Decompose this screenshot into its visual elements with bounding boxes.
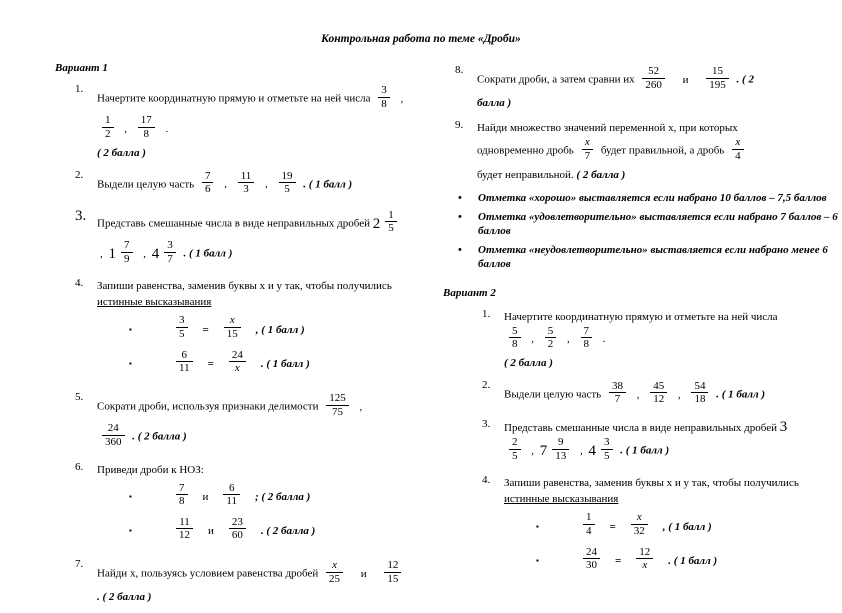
points-label: . ( 1 балл ): [668, 554, 718, 567]
points-label-continued: балла ): [477, 97, 512, 110]
points-label: ( 2 балла ): [504, 356, 553, 369]
fraction-denominator: 11: [179, 362, 190, 375]
question-number: 9.: [455, 119, 464, 132]
dot-bullet-icon: •: [458, 243, 462, 256]
v2-question-1: [443, 308, 840, 372]
question-line: [504, 326, 840, 354]
question-text: Запиши равенства, заменив буквы x и y так, чтобы получились: [97, 280, 392, 293]
question-text: Начертите координатную прямую и отметьте на ней числа: [97, 92, 371, 105]
question-text: Выдели целую часть: [97, 178, 195, 191]
fraction-denominator: 30: [586, 559, 597, 572]
question-text: Приведи дроби к НОЗ:: [97, 463, 204, 476]
question-number: 5.: [75, 390, 84, 403]
fraction-denominator: 9: [124, 252, 130, 265]
fraction: [583, 546, 600, 572]
fraction-denominator-x: x: [642, 559, 648, 572]
question-line: [97, 85, 423, 113]
grading-notes: [443, 191, 840, 271]
fraction-numerator: 52: [642, 65, 665, 79]
fraction-denominator: 15: [226, 328, 238, 341]
question-number: 8.: [455, 64, 464, 76]
question-text: Начертите координатную прямую и отметьте на ней числа: [504, 310, 778, 323]
fraction: [176, 516, 193, 542]
points-label: . ( 2: [736, 73, 754, 86]
points-label: . ( 2 балла ): [260, 524, 316, 537]
v1-question-9: [443, 119, 840, 183]
question-text: Представь смешанные числа в виде неправильных дробей: [504, 422, 777, 435]
fraction-denominator: 3: [243, 183, 249, 196]
fraction: [138, 114, 155, 140]
comma-separator: ,: [400, 92, 404, 105]
fraction-denominator: 12: [179, 529, 190, 542]
question-text: будет правильной, а дробь: [600, 144, 725, 157]
question-number: 4.: [75, 277, 84, 290]
v1-question-8: [443, 64, 840, 112]
mixed-number: [373, 210, 402, 238]
comma-separator: ,: [265, 178, 268, 191]
question-line: [97, 560, 423, 588]
comma-separator: ,: [580, 444, 586, 457]
mixed-whole: 3: [779, 419, 788, 436]
fraction: [121, 239, 133, 265]
fraction-denominator: 7: [584, 149, 591, 162]
fraction-denominator: 13: [555, 449, 567, 462]
fraction-denominator: 5: [284, 183, 290, 196]
points-label: ( 2 балла ): [576, 168, 626, 181]
page-title: Контрольная работа по теме «Дроби»: [321, 33, 521, 45]
grading-note: [458, 191, 840, 205]
equation-sub-item: [536, 547, 840, 575]
fraction-denominator: 7: [614, 393, 621, 406]
fraction-denominator: 8: [179, 495, 185, 508]
mixed-number: [540, 437, 575, 465]
question-number: 3.: [75, 207, 87, 224]
question-text: одновременно дробь: [477, 144, 574, 157]
points-label: . ( 1 балл ): [620, 444, 670, 457]
fraction-denominator: 260: [645, 78, 662, 91]
fraction: [509, 325, 521, 351]
fraction: [378, 84, 390, 110]
fraction-numerator: 6: [176, 349, 193, 363]
question-line: [477, 168, 840, 182]
fraction-denominator: 25: [329, 572, 341, 585]
fraction-numerator: 1: [385, 209, 397, 223]
square-bullet-icon: ▪: [536, 521, 539, 531]
fraction: [583, 511, 595, 537]
fraction-numerator-x: x: [326, 559, 343, 573]
grading-note: [458, 243, 840, 271]
question-line: [504, 437, 840, 465]
fraction-numerator: 3: [176, 314, 188, 328]
fraction-denominator: 5: [512, 449, 518, 462]
v2-question-3: [443, 418, 840, 467]
v1-question-6: [55, 461, 423, 552]
comma-separator: ,: [224, 178, 227, 191]
fraction-denominator: 32: [633, 525, 645, 538]
comma-separator: ,: [143, 247, 149, 260]
mixed-whole: 7: [539, 443, 548, 460]
fraction: [223, 482, 240, 508]
question-text: Найди x, пользуясь условием равенства дробей: [97, 567, 319, 580]
fraction-numerator: 17: [138, 114, 155, 128]
fraction-numerator: 24: [583, 546, 600, 560]
mixed-whole: 4: [151, 246, 160, 263]
fraction: [176, 482, 188, 508]
v1-question-5: [55, 391, 423, 454]
fraction: [229, 349, 246, 375]
fraction-numerator: 24: [229, 349, 246, 363]
fraction: [326, 392, 349, 418]
question-line: [97, 210, 423, 238]
note-text: Отметка «хорошо» выставляется если набрано 10 баллов – 7,5 баллов: [478, 191, 827, 204]
fraction: [102, 114, 114, 140]
fraction: [732, 136, 744, 162]
fraction-denominator: 4: [586, 525, 592, 538]
fraction-pair-sub-item: [129, 483, 423, 511]
points-label: , ( 1 балл ): [255, 323, 305, 336]
fraction-numerator: 15: [706, 65, 729, 79]
fraction-numerator: 24: [102, 422, 125, 436]
fraction-denominator: 18: [694, 393, 706, 406]
right-column: [443, 64, 840, 588]
square-bullet-icon: ▪: [536, 555, 539, 565]
mixed-whole: 2: [372, 215, 381, 232]
fraction-denominator: 2: [105, 127, 111, 140]
v2-question-2: [443, 379, 840, 411]
fraction: [326, 559, 343, 585]
equals-sign: =: [207, 357, 214, 370]
fraction: [650, 380, 667, 406]
fraction-denominator: 5: [388, 222, 394, 235]
variant2-heading: Вариант 2: [443, 286, 496, 299]
mixed-number: [152, 240, 181, 268]
fraction-denominator: 6: [204, 183, 211, 196]
fraction-numerator: 3: [601, 436, 613, 450]
question-number: 1.: [75, 83, 84, 95]
comma-separator: ,: [636, 388, 640, 401]
question-text-underlined: истинные высказывания: [504, 493, 619, 506]
question-text: Представь смешанные числа в виде неправильных дробей: [97, 217, 370, 230]
points-label: , ( 1 балл ): [662, 520, 712, 533]
fraction: [642, 65, 665, 91]
fraction-numerator: 12: [636, 546, 653, 560]
v1-question-3: [55, 208, 423, 271]
mixed-number: [589, 437, 618, 465]
fraction-numerator: 2: [509, 436, 521, 450]
fraction-denominator: 5: [604, 449, 610, 462]
fraction-denominator: 4: [735, 149, 741, 162]
comma-separator: ,: [531, 444, 537, 457]
fraction-denominator: 195: [709, 78, 726, 91]
square-bullet-icon: ▪: [129, 324, 132, 334]
fraction-numerator: 38: [609, 380, 626, 394]
v2-question-4: [443, 474, 840, 581]
question-line: [97, 115, 423, 143]
fraction-numerator-x: x: [732, 136, 744, 150]
question-text: Запиши равенства, заменив буквы x и y так, чтобы получились: [504, 477, 799, 490]
fraction: [385, 209, 397, 235]
equation-sub-item: [129, 350, 423, 378]
fraction-numerator: 7: [121, 239, 133, 253]
fraction: [224, 314, 241, 340]
question-number: 1.: [482, 307, 491, 320]
points-label: . ( 2 балла ): [132, 430, 187, 443]
square-bullet-icon: ▪: [129, 491, 132, 501]
fraction-denominator: 8: [381, 97, 387, 110]
fraction-numerator: 125: [326, 392, 349, 406]
mixed-whole: 1: [108, 246, 116, 263]
question-number: 7.: [75, 558, 84, 571]
question-number: 6.: [75, 460, 84, 473]
fraction-numerator: 1: [102, 114, 114, 128]
fraction-denominator: 2: [547, 338, 554, 351]
fraction: [202, 170, 214, 196]
question-line: [477, 66, 840, 94]
fraction-denominator: 7: [167, 252, 173, 265]
fraction-numerator: 11: [176, 516, 193, 530]
question-line: [97, 393, 423, 421]
comma-separator: ,: [567, 333, 570, 346]
fraction: [102, 422, 125, 448]
fraction-numerator: 6: [223, 482, 240, 496]
points-label: ; ( 2 балла ): [254, 490, 311, 503]
fraction: [631, 511, 648, 537]
fraction-numerator: 7: [202, 170, 214, 184]
period: .: [165, 122, 169, 135]
question-number: 4.: [482, 474, 491, 487]
fraction-denominator-x: x: [234, 362, 240, 375]
fraction: [238, 170, 255, 196]
points-label: . ( 1 балл ): [183, 247, 233, 260]
equation-sub-item: [536, 512, 840, 540]
fraction-denominator: 5: [179, 328, 185, 341]
comma-separator: ,: [677, 388, 681, 401]
fraction: [552, 436, 569, 462]
fraction-numerator: 11: [238, 170, 255, 184]
question-text-underlined: истинные высказывания: [97, 296, 212, 309]
comma-separator: ,: [100, 247, 106, 260]
fraction: [164, 239, 176, 265]
conjunction: и: [202, 490, 209, 503]
question-number: 2.: [482, 378, 491, 391]
fraction-numerator: 7: [176, 482, 188, 496]
fraction-numerator: 3: [378, 84, 390, 98]
dot-bullet-icon: •: [458, 191, 462, 204]
comma-separator: ,: [531, 333, 534, 346]
fraction-numerator: 3: [164, 239, 176, 253]
fraction: [509, 436, 521, 462]
fraction-denominator: 12: [653, 393, 665, 406]
fraction-numerator: 9: [552, 436, 569, 450]
question-line: [477, 137, 840, 165]
v1-question-2: [55, 169, 423, 201]
fraction-denominator: 60: [231, 529, 243, 542]
fraction-denominator: 8: [512, 338, 518, 351]
square-bullet-icon: ▪: [129, 525, 132, 535]
left-column: [55, 62, 423, 613]
fraction-numerator: 7: [581, 325, 593, 339]
v1-question-4: [55, 277, 423, 384]
fraction-denominator: 11: [226, 495, 237, 508]
fraction: [581, 325, 593, 351]
points-label: . ( 1 балл ): [716, 388, 766, 401]
dot-bullet-icon: •: [458, 210, 462, 223]
conjunction: и: [208, 524, 214, 537]
question-text: будет неправильной.: [477, 168, 574, 181]
fraction: [582, 136, 594, 162]
question-text: Сократи дроби, а затем сравни их: [477, 73, 635, 86]
fraction-pair-sub-item: [129, 517, 423, 545]
points-label: ( 2 балла ): [97, 146, 146, 159]
grading-note: [458, 210, 840, 238]
question-number: 2.: [75, 168, 84, 181]
fraction: [609, 380, 626, 406]
fraction-numerator: 12: [384, 559, 401, 573]
square-bullet-icon: ▪: [129, 358, 132, 368]
v1-question-7: [55, 558, 423, 606]
comma-separator: ,: [359, 400, 363, 413]
fraction-numerator-x: x: [582, 136, 594, 150]
fraction-numerator: 1: [583, 511, 595, 525]
question-line: [504, 420, 840, 435]
question-line: [504, 381, 840, 409]
fraction: [176, 314, 188, 340]
fraction: [279, 170, 296, 196]
fraction-numerator: 19: [279, 170, 296, 184]
equals-sign: =: [202, 323, 209, 336]
fraction-numerator: 5: [545, 325, 557, 339]
variant1-heading: Вариант 1: [55, 62, 108, 74]
period: .: [602, 333, 606, 346]
fraction-denominator: 15: [387, 572, 399, 585]
fraction-numerator: 5: [509, 325, 521, 339]
question-line: [97, 240, 423, 268]
equals-sign: =: [609, 520, 616, 533]
fraction-numerator: 23: [229, 516, 246, 530]
note-text: Отметка «удовлетворительно» выставляется если набрано 7 баллов – 6 баллов: [478, 210, 838, 237]
question-text: Сократи дроби, используя признаки делимости: [97, 400, 319, 413]
fraction: [384, 559, 401, 585]
question-number: 3.: [482, 418, 491, 431]
note-text: Отметка «неудовлетворительно» выставляется если набрано менее 6 баллов: [478, 243, 828, 270]
question-text: Выдели целую часть: [504, 388, 602, 401]
variant2-section: [443, 287, 840, 581]
v1-question-1: [55, 83, 423, 162]
conjunction: и: [360, 567, 367, 580]
points-label: . ( 2 балла ): [97, 591, 152, 604]
fraction-numerator: 45: [650, 380, 667, 394]
fraction: [176, 349, 193, 375]
fraction-denominator: 8: [583, 338, 589, 351]
fraction-numerator-x: x: [631, 511, 648, 525]
fraction-denominator: 8: [143, 127, 149, 140]
fraction: [545, 325, 557, 351]
points-label: . ( 1 балл ): [303, 178, 353, 191]
comma-separator: ,: [124, 122, 127, 135]
fraction: [706, 65, 729, 91]
mixed-whole: 4: [588, 443, 596, 460]
fraction-denominator: 75: [332, 405, 344, 418]
equation-sub-item: [129, 315, 423, 343]
points-label: . ( 1 балл ): [260, 357, 310, 370]
fraction-denominator: 360: [105, 435, 122, 448]
question-line: [97, 171, 423, 199]
fraction: [691, 380, 708, 406]
fraction: [601, 436, 613, 462]
conjunction: и: [682, 73, 689, 86]
equals-sign: =: [615, 554, 622, 567]
fraction-numerator: 54: [691, 380, 708, 394]
question-text: Найди множество значений переменной x, при которых: [477, 122, 738, 135]
mixed-number: [109, 240, 138, 268]
fraction: [636, 546, 653, 572]
fraction: [229, 516, 246, 542]
fraction-numerator-x: x: [224, 314, 241, 328]
question-line: [97, 423, 423, 451]
